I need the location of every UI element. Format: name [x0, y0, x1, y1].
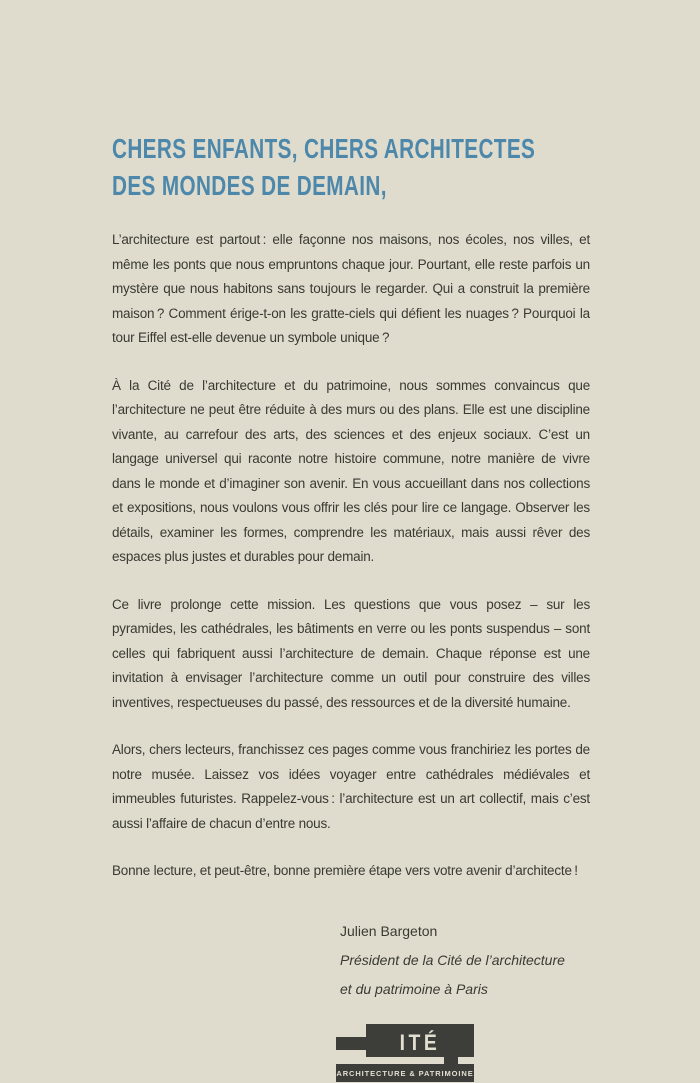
page-content — [112, 130, 590, 1082]
logo-right-connector-shape — [444, 1057, 458, 1064]
body-paragraph: Ce livre prolonge cette mission. Les questions que vous posez – sur les pyramides, les cathédrales, les bâtiments en verre ou les ponts suspendus – sont celles qui fabriquent aussi l’architecture de demain. Chaque réponse est une invitation à envisager l’architecture comme un outil pour construire des villes inventives, respectueuses du passé, des ressources et de la diversité humaine. — [112, 596, 590, 710]
signature-role-line-1: Président de la Cité de l’architecture — [340, 951, 565, 968]
signature-role-line-2: et du patrimoine à Paris — [340, 980, 488, 997]
cite-architecture-patrimoine-logo — [336, 1024, 474, 1082]
chapter-title — [112, 130, 536, 204]
logo-left-arm-shape — [336, 1037, 368, 1050]
title-line-1: CHERS ENFANTS, CHERS ARCHITECTES — [112, 133, 536, 164]
body-paragraph: À la Cité de l’architecture et du patrimoine, nous sommes convaincus que l’architecture ne peut être réduite à des murs ou des plans. Elle est une discipline vivante, au carrefour des arts, des sciences et des enjeux sociaux. C’est un langage universel qui raconte notre histoire commune, notre manière de vivre dans le monde et d’imaginer son avenir. En vous accueillant dans nos collections et expositions, nous voulons vous offrir les clés pour lire ce langage. Observer les détails, examiner les formes, comprendre les matériaux, mais aussi rêver des espaces plus justes et durables pour demain. — [112, 377, 590, 564]
logo-tagline: ARCHITECTURE & PATRIMOINE — [336, 1064, 474, 1082]
body-paragraph-closing: Bonne lecture, et peut-être, bonne première étape vers votre avenir d’architecte ! — [112, 863, 578, 878]
body-text — [112, 228, 590, 884]
logo-wordmark: ITÉ — [399, 1029, 441, 1055]
body-paragraph: L’architecture est partout : elle façonne nos maisons, nos écoles, nos villes, et même les ponts que nous empruntons chaque jour. Pourtant, elle reste parfois un mystère que nous habitons sans toujours le regarder. Qui a construit la première maison ? Comment érige-t-on les gratte-ciels qui défient les nuages ? Pourquoi la tour Eiffel est-elle devenue un symbole unique ? — [112, 232, 590, 345]
signature-name: Julien Bargeton — [340, 922, 438, 939]
signature-block — [340, 917, 590, 1004]
body-paragraph: Alors, chers lecteurs, franchissez ces pages comme vous franchiriez les portes de notre musée. Laissez vos idées voyager entre cathédrales médiévales et immeubles futuristes. Rappelez-vous : l’architecture est un art collectif, mais c’est aussi l’affaire de chacun d’entre nous. — [112, 742, 590, 831]
title-line-2: DES MONDES DE DEMAIN, — [112, 170, 387, 201]
